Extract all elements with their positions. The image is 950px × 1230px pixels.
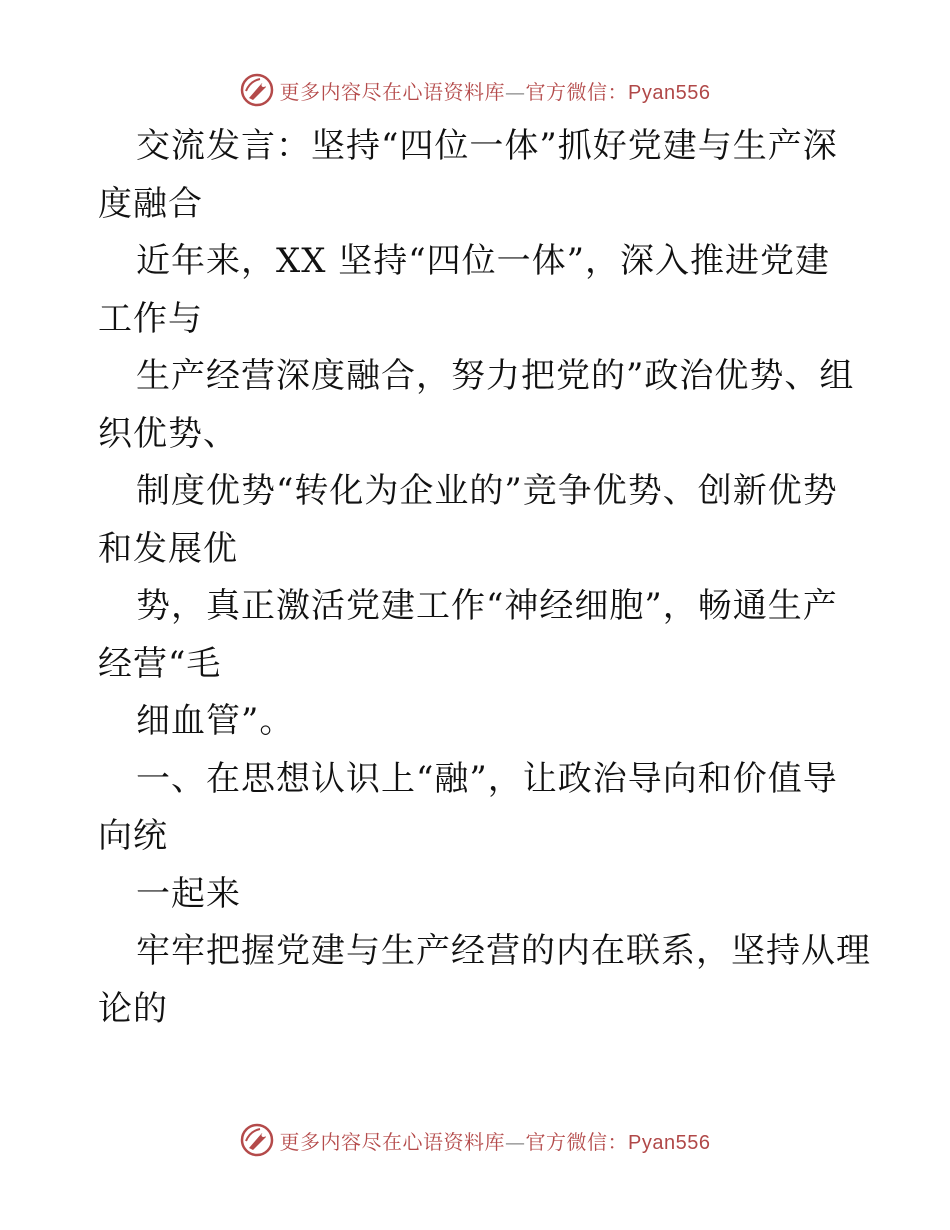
document-line: 细血管”。 [136, 701, 295, 741]
document-line: 牢牢把握党建与生产经营的内在联系，坚持从理 [136, 931, 871, 971]
pen-nib-logo-icon [240, 73, 274, 107]
document-line: 经营“毛 [98, 643, 222, 684]
footer-banner-account: Pyan556 [628, 1131, 711, 1154]
document-line: 制度优势“转化为企业的”竞争优势、创新优势 [136, 471, 838, 511]
document-line: 势，真正激活党建工作“神经细胞”，畅通生产 [136, 586, 838, 626]
document-line: 近年来，XX 坚持“四位一体”，深入推进党建 [136, 241, 830, 281]
section-heading-line: 一、在思想认识上“融”，让政治导向和价值导 [136, 758, 838, 799]
document-line: 度融合 [98, 183, 203, 224]
document-line: 生产经营深度融合，努力把党的”政治优势、组 [136, 356, 855, 396]
document-line: 交流发言：坚持“四位一体”抓好党建与生产深 [136, 126, 838, 166]
header-banner [0, 72, 950, 108]
document-line: 工作与 [98, 298, 203, 339]
header-banner-prefix: 更多内容尽在心语资料库 [279, 79, 506, 104]
document-line: 和发展优 [98, 528, 238, 569]
header-banner-account: Pyan556 [628, 81, 711, 104]
footer-banner-suffix: 官方微信： [525, 1129, 629, 1154]
footer-banner-text [280, 1126, 711, 1155]
footer-banner-dash: — [505, 1129, 526, 1154]
header-banner-dash: — [505, 79, 526, 104]
pen-nib-logo-icon [240, 1123, 274, 1157]
document-line: 论的 [98, 988, 168, 1029]
footer-banner [0, 1122, 950, 1158]
header-banner-suffix: 官方微信： [525, 79, 629, 104]
document-line: 织优势、 [98, 413, 238, 454]
section-heading-line: 向统 [98, 816, 168, 856]
header-banner-text [280, 76, 711, 105]
footer-banner-prefix: 更多内容尽在心语资料库 [279, 1129, 506, 1154]
document-body [98, 118, 871, 1038]
section-heading-line: 一起来 [136, 873, 241, 914]
